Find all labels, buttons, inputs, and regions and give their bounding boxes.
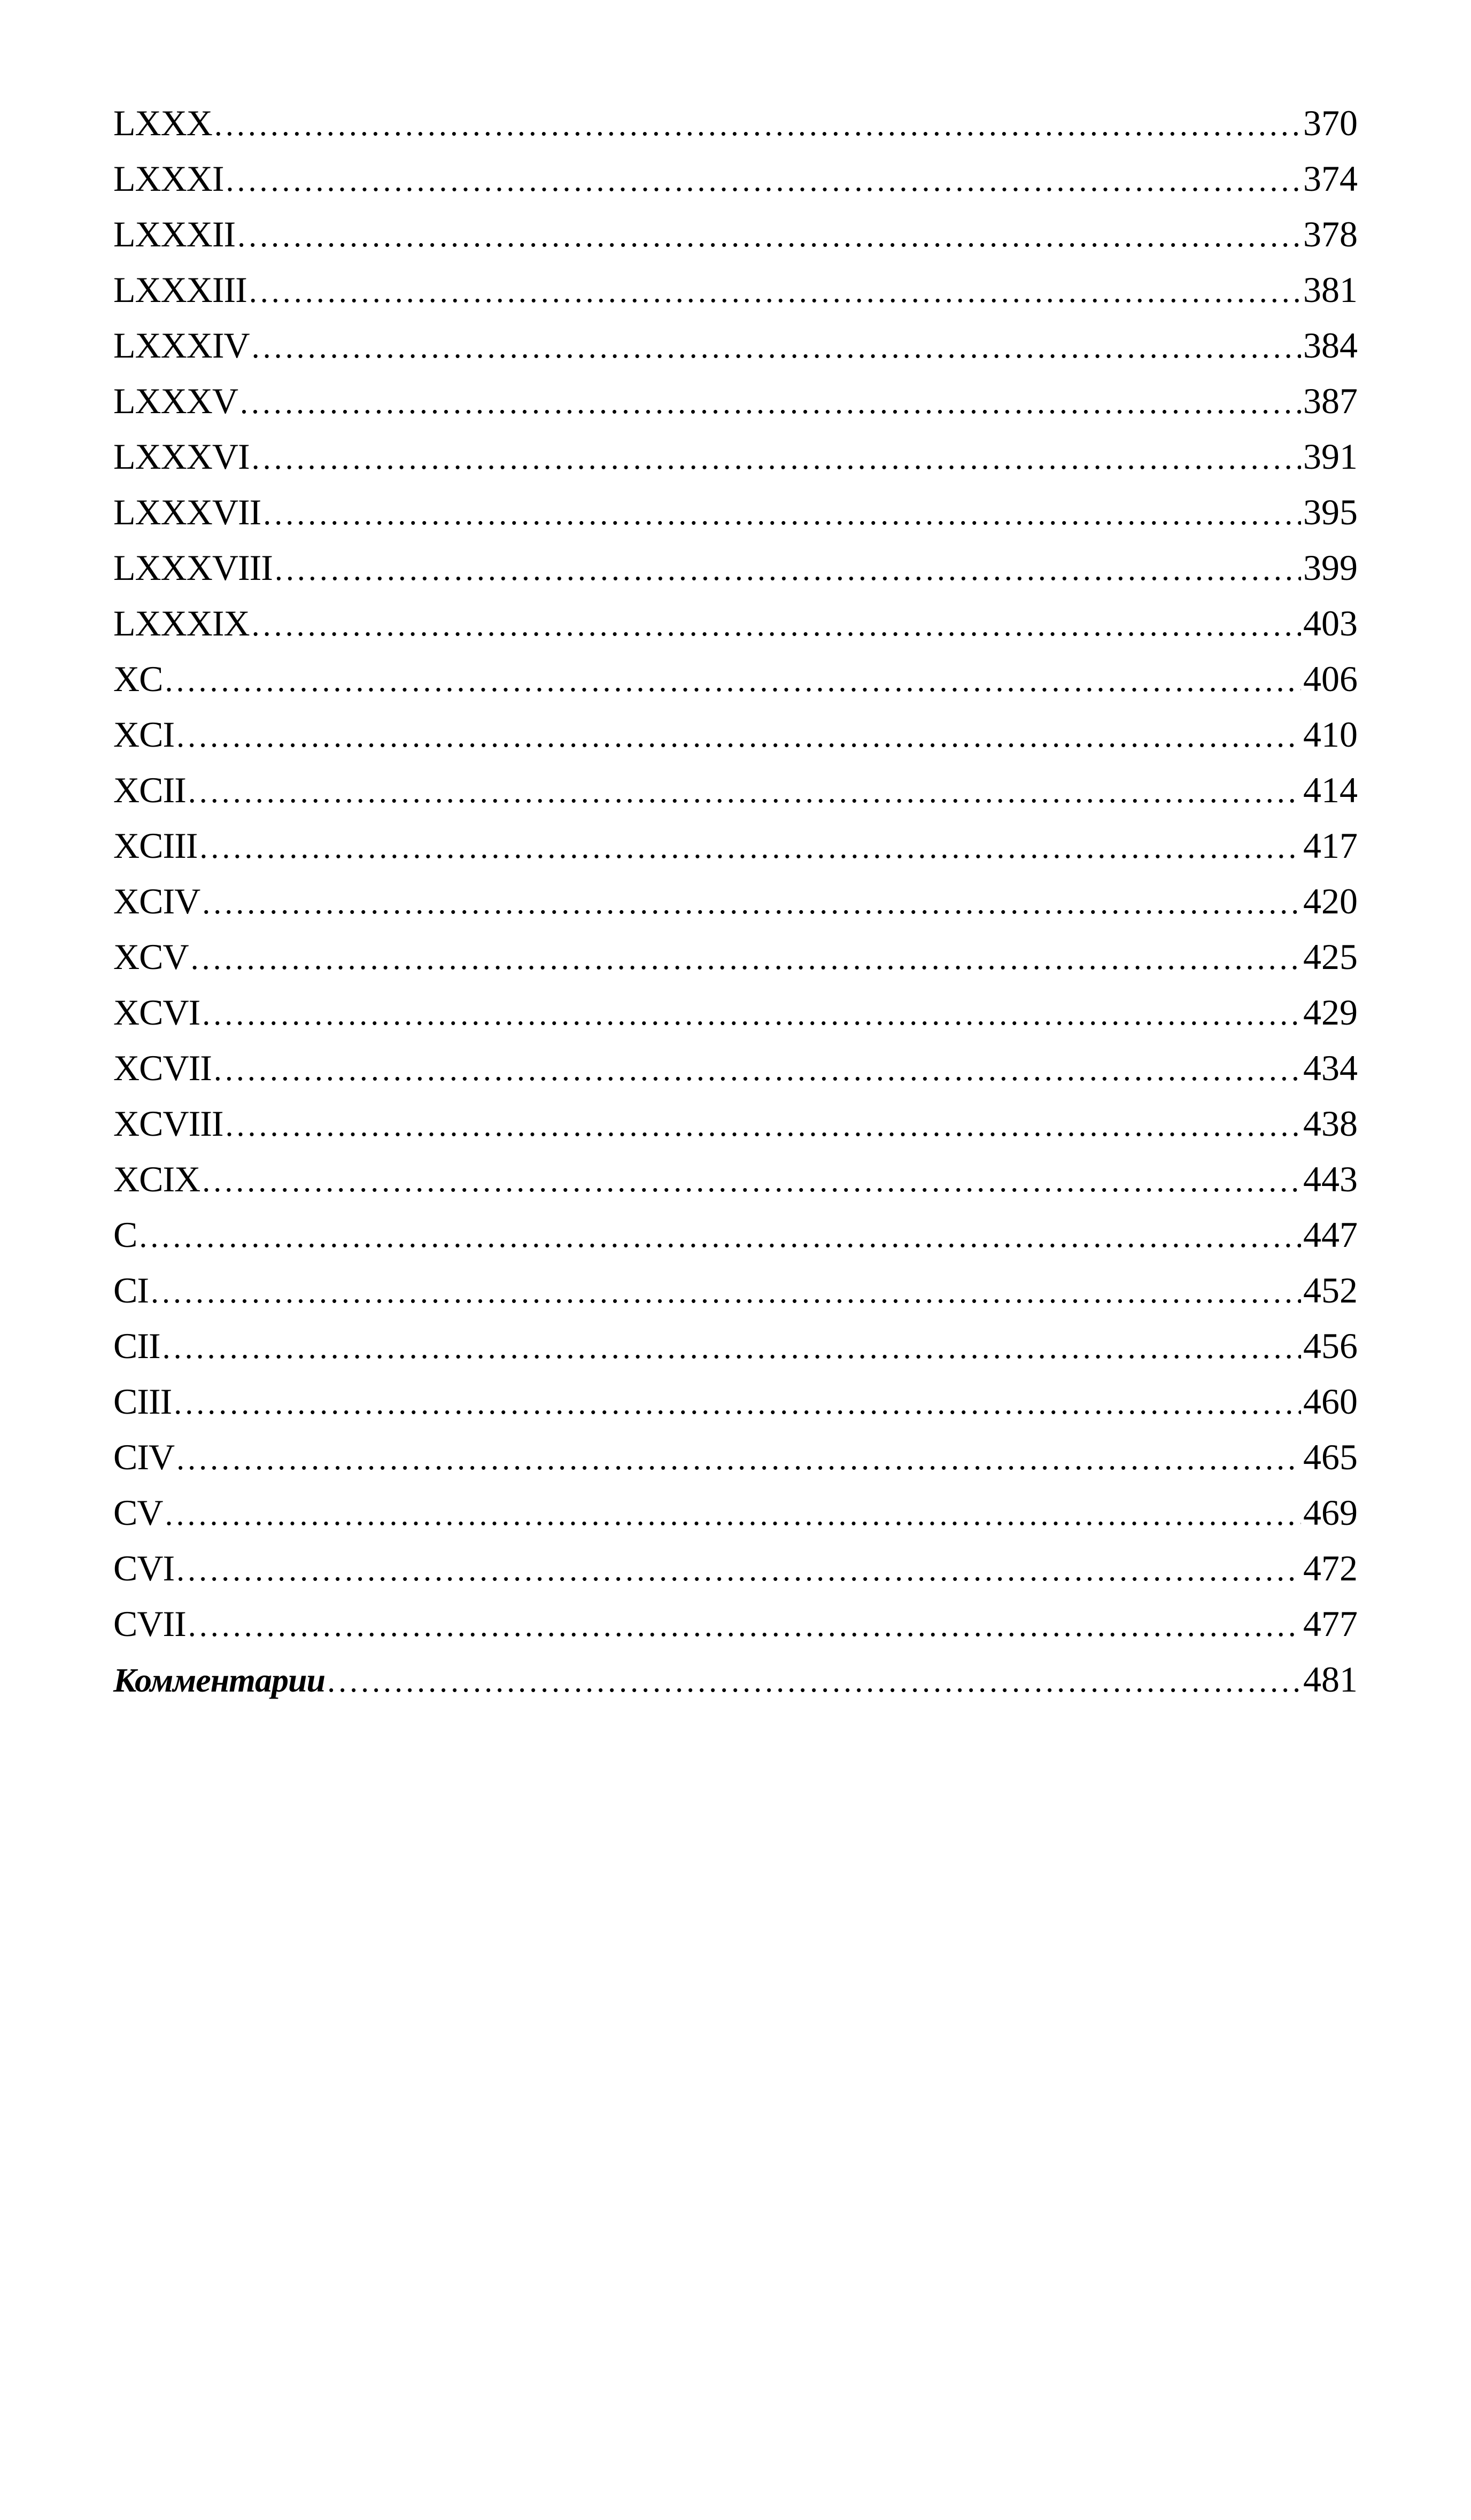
dot-leader: [174, 1375, 1301, 1431]
toc-entry[interactable]: [113, 873, 1358, 929]
dot-leader: [176, 1542, 1301, 1598]
dot-leader: [176, 1431, 1301, 1486]
toc-entry-page: 472: [1303, 1548, 1358, 1588]
toc-entry[interactable]: [113, 1485, 1358, 1540]
toc-entry-page: 395: [1303, 492, 1358, 532]
toc-entry[interactable]: [113, 595, 1358, 651]
toc-entry-title: LXXXII: [113, 214, 236, 254]
toc-entry-title: LXXXIV: [113, 325, 250, 366]
toc-entry-page: 465: [1303, 1437, 1358, 1477]
toc-entry-page: 403: [1303, 603, 1358, 643]
toc-entry-page: 374: [1303, 158, 1358, 199]
dot-leader: [214, 97, 1301, 152]
toc-entry[interactable]: [113, 1040, 1358, 1096]
toc-entry-page: 443: [1303, 1159, 1358, 1199]
toc-entry-title: CII: [113, 1325, 160, 1366]
toc-entry[interactable]: [113, 262, 1358, 317]
toc-entry[interactable]: [113, 151, 1358, 206]
dot-leader: [252, 430, 1301, 486]
toc-entry[interactable]: [113, 1429, 1358, 1485]
dot-leader: [202, 986, 1301, 1042]
toc-entry[interactable]: [113, 651, 1358, 707]
dot-leader: [275, 541, 1301, 597]
dot-leader: [252, 319, 1301, 375]
toc-entry[interactable]: [113, 1151, 1358, 1207]
toc-entry-page: 438: [1303, 1103, 1358, 1144]
toc-entry-title: XCV: [113, 936, 189, 977]
dot-leader: [188, 1598, 1301, 1653]
dot-leader: [199, 819, 1301, 875]
toc-entry-title: CIII: [113, 1381, 172, 1422]
dot-leader: [162, 1320, 1301, 1375]
toc-entry-title: XCIII: [113, 825, 198, 866]
toc-entry[interactable]: [113, 1262, 1358, 1318]
toc-entry-page: 456: [1303, 1325, 1358, 1366]
toc-entry[interactable]: [113, 707, 1358, 762]
toc-entry-page: 460: [1303, 1381, 1358, 1422]
toc-entry-page: 378: [1303, 214, 1358, 254]
dot-leader: [151, 1264, 1301, 1320]
toc-entry[interactable]: [113, 540, 1358, 595]
toc-entry[interactable]: [113, 206, 1358, 262]
toc-entry[interactable]: [113, 1596, 1358, 1651]
toc-entry-page: 387: [1303, 381, 1358, 421]
toc-entry-title: XCI: [113, 714, 175, 755]
toc-entry-title: XCIX: [113, 1159, 200, 1199]
toc-entry-title: LXXXIX: [113, 603, 250, 643]
toc-entry-title: XCVI: [113, 992, 200, 1033]
toc-entry-page: 434: [1303, 1048, 1358, 1088]
dot-leader: [188, 764, 1301, 819]
toc-entry[interactable]: [113, 1207, 1358, 1262]
toc-entry-page: 425: [1303, 936, 1358, 977]
toc-entry-title: LXXXIII: [113, 269, 247, 310]
table-of-contents: [113, 95, 1358, 1707]
toc-entry-page: 406: [1303, 658, 1358, 699]
toc-entry-page: 452: [1303, 1270, 1358, 1311]
toc-entry[interactable]: [113, 818, 1358, 873]
dot-leader: [139, 1208, 1301, 1264]
toc-entry-page: 429: [1303, 992, 1358, 1033]
toc-entry[interactable]: [113, 95, 1358, 151]
toc-entry-page: 399: [1303, 547, 1358, 588]
toc-entry-page: 381: [1303, 269, 1358, 310]
dot-leader: [202, 875, 1301, 931]
toc-entry-title: XCIV: [113, 881, 200, 921]
toc-entry[interactable]: [113, 929, 1358, 984]
toc-entry-title: CVII: [113, 1603, 186, 1644]
toc-entry[interactable]: [113, 429, 1358, 484]
dot-leader: [176, 708, 1301, 764]
toc-entry-page: 447: [1303, 1214, 1358, 1255]
toc-entry[interactable]: [113, 1374, 1358, 1429]
toc-entry-page: 417: [1303, 825, 1358, 866]
toc-entry-title: LXXXI: [113, 158, 224, 199]
dot-leader: [165, 653, 1301, 708]
toc-entry-title: CVI: [113, 1548, 175, 1588]
toc-entry[interactable]: [113, 1096, 1358, 1151]
toc-entry-page: 414: [1303, 770, 1358, 810]
dot-leader: [252, 597, 1301, 653]
toc-entry-title: LXXXVI: [113, 436, 250, 477]
dot-leader: [202, 1153, 1301, 1208]
dot-leader: [226, 152, 1301, 208]
toc-entry[interactable]: [113, 984, 1358, 1040]
toc-entry[interactable]: [113, 317, 1358, 373]
toc-entry-page: 481: [1303, 1659, 1358, 1700]
dot-leader: [226, 1097, 1301, 1153]
toc-entry-commentary[interactable]: [113, 1651, 1358, 1707]
toc-entry-title: LXXXVIII: [113, 547, 273, 588]
toc-entry-page: 410: [1303, 714, 1358, 755]
toc-entry-title: CIV: [113, 1437, 175, 1477]
toc-entry[interactable]: [113, 1318, 1358, 1374]
dot-leader: [327, 1653, 1301, 1709]
toc-entry-title: LXXXVII: [113, 492, 261, 532]
toc-entry-title: CI: [113, 1270, 149, 1311]
dot-leader: [249, 263, 1301, 319]
toc-entry-page: 477: [1303, 1603, 1358, 1644]
toc-entry-page: 469: [1303, 1492, 1358, 1533]
toc-entry[interactable]: [113, 762, 1358, 818]
toc-entry-title: XCVIII: [113, 1103, 223, 1144]
toc-entry-title: XC: [113, 658, 163, 699]
toc-entry-page: 420: [1303, 881, 1358, 921]
toc-entry-title: Комментарии: [113, 1661, 326, 1699]
dot-leader: [237, 208, 1301, 263]
toc-entry-title: LXXXV: [113, 381, 238, 421]
toc-entry-title: C: [113, 1214, 137, 1255]
toc-entry-page: 391: [1303, 436, 1358, 477]
toc-entry[interactable]: [113, 373, 1358, 429]
toc-entry[interactable]: [113, 1540, 1358, 1596]
dot-leader: [165, 1486, 1301, 1542]
dot-leader: [191, 931, 1301, 986]
toc-entry-title: CV: [113, 1492, 163, 1533]
toc-entry-title: LXXX: [113, 103, 212, 143]
dot-leader: [263, 486, 1301, 541]
dot-leader: [240, 375, 1301, 430]
toc-entry-title: XCVII: [113, 1048, 212, 1088]
toc-entry-title: XCII: [113, 770, 186, 810]
toc-entry[interactable]: [113, 484, 1358, 540]
dot-leader: [214, 1042, 1301, 1097]
toc-entry-page: 384: [1303, 325, 1358, 366]
toc-entry-page: 370: [1303, 103, 1358, 143]
